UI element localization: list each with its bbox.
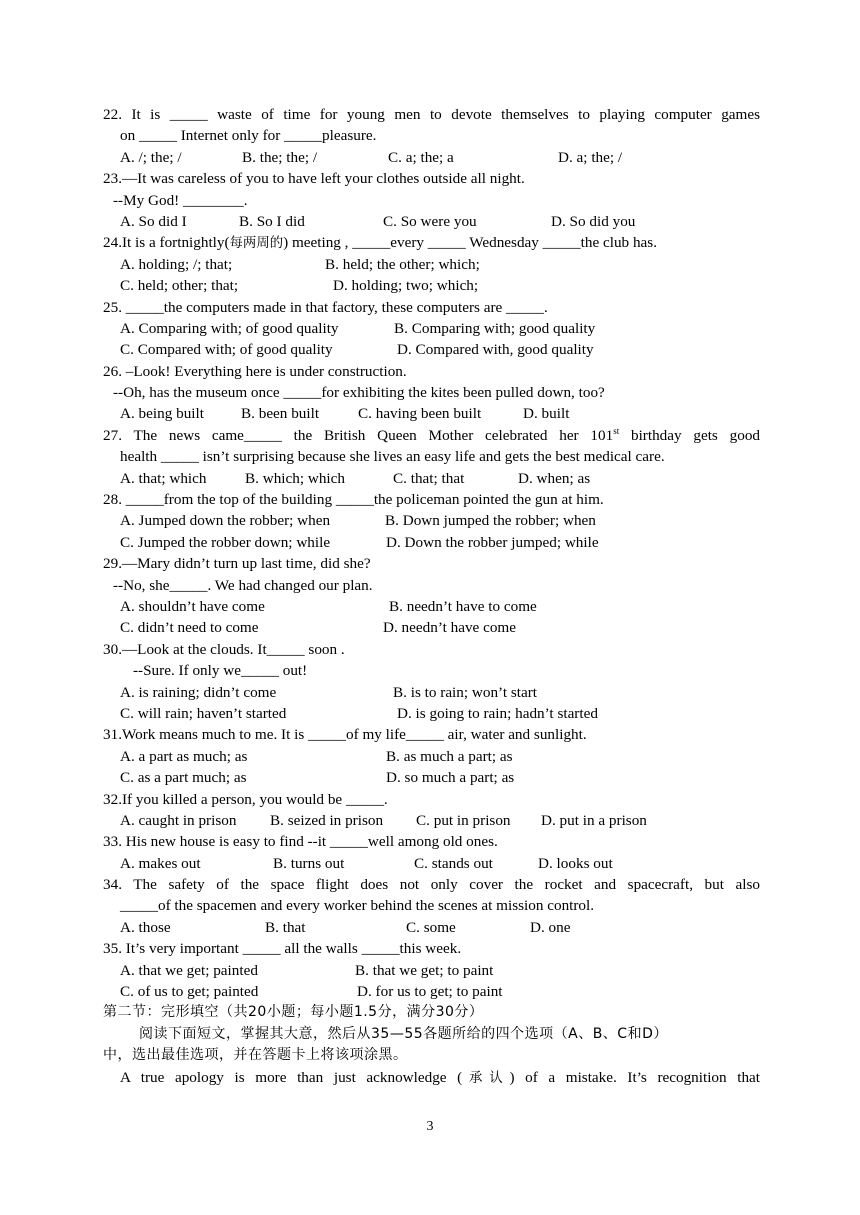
q34-stem-cont: _____of the spacemen and every worker behind the scenes at mission control.	[120, 897, 595, 915]
q31-stem: 31.Work means much to me. It is _____of my life_____ air, water and sunlight.	[103, 726, 587, 744]
q34-option-a: A. those	[120, 918, 171, 936]
q24-stem-chinese: 每两周的	[229, 236, 284, 252]
q23-option-d: D. So did you	[551, 212, 636, 230]
q33-option-a: A. makes out	[120, 854, 201, 872]
q25-option-b: B. Comparing with; good quality	[394, 319, 596, 337]
q31-options-row2	[103, 767, 760, 788]
q33-stem: 33. His new house is easy to find --it _____well among old ones.	[103, 833, 498, 851]
q24-stem	[103, 232, 760, 253]
q29-option-c: C. didn’t need to come	[120, 619, 259, 637]
q29-options-row1	[103, 596, 760, 617]
q29-option-b: B. needn’t have to come	[389, 597, 537, 615]
q27-stem-pre: 27. The news came_____ the British Queen Mother celebrated her 101	[103, 426, 614, 444]
passage-post: ) of a mistake. It’s recognition that	[509, 1068, 761, 1086]
q30-option-d: D. is going to rain; hadn’t started	[397, 704, 598, 722]
q35-options-row1	[103, 960, 760, 981]
q22-option-d: D. a; the; /	[558, 148, 623, 166]
q22-option-b: B. the; the; /	[242, 148, 318, 166]
q34-option-c: C. some	[406, 918, 456, 936]
q25-option-d: D. Compared with, good quality	[397, 341, 594, 359]
q33-option-b: B. turns out	[273, 854, 345, 872]
q32-option-c: C. put in prison	[416, 811, 511, 829]
q34-stem: 34. The safety of the space flight does not only cover the rocket and spacecraft, but also	[103, 876, 760, 894]
q31-option-d: D. so much a part; as	[386, 769, 515, 787]
q27-stem	[103, 425, 760, 446]
q30-option-c: C. will rain; haven’t started	[120, 704, 287, 722]
q30-option-b: B. is to rain; won’t start	[393, 683, 537, 701]
q27-stem-post: birthday gets good	[619, 426, 761, 444]
q32-option-a: A. caught in prison	[120, 811, 237, 829]
section2-instruction-line2: 中，选出最佳选项，并在答题卡上将该项涂黑。	[103, 1047, 408, 1064]
q29-option-d: D. needn’t have come	[383, 619, 516, 637]
q35-option-a: A. that we get; painted	[120, 961, 258, 979]
q29-options-row2	[103, 617, 760, 638]
q22-options	[103, 147, 760, 168]
q24-stem-pre: 24.It is a fortnightly(	[103, 234, 230, 252]
q35-options-row2	[103, 981, 760, 1002]
q23-stem-cont: --My God! ________.	[113, 191, 248, 209]
q27-option-d: D. when; as	[518, 469, 591, 487]
q29-stem-cont: --No, she_____. We had changed our plan.	[113, 576, 373, 594]
q28-stem: 28. _____from the top of the building _____the policeman pointed the gun at him.	[103, 491, 604, 509]
q35-option-b: B. that we get; to paint	[355, 961, 494, 979]
q35-option-d: D. for us to get; to paint	[357, 983, 503, 1001]
q35-option-c: C. of us to get; painted	[120, 983, 259, 1001]
q28-option-c: C. Jumped the robber down; while	[120, 533, 331, 551]
q34-options	[103, 917, 760, 938]
q25-options-row2	[103, 339, 760, 360]
q31-option-c: C. as a part much; as	[120, 769, 247, 787]
q26-options	[103, 403, 760, 424]
q25-stem: 25. _____the computers made in that factory, these computers are _____.	[103, 298, 548, 316]
q31-options-row1	[103, 746, 760, 767]
q23-option-c: C. So were you	[383, 212, 477, 230]
q27-options	[103, 468, 760, 489]
q22-option-a: A. /; the; /	[120, 148, 182, 166]
q24-stem-post: ) meeting , _____every _____ Wednesday _____the club has.	[283, 234, 657, 252]
q27-option-b: B. which; which	[245, 469, 345, 487]
q28-option-a: A. Jumped down the robber; when	[120, 512, 331, 530]
q26-option-b: B. been built	[241, 405, 320, 423]
q25-options-row1	[103, 318, 760, 339]
q23-option-b: B. So I did	[239, 212, 305, 230]
q27-option-c: C. that; that	[393, 469, 465, 487]
q28-options-row1	[103, 510, 760, 531]
q26-stem: 26. –Look! Everything here is under construction.	[103, 362, 407, 380]
q30-options-row2	[103, 703, 760, 724]
q23-option-a: A. So did I	[120, 212, 187, 230]
q24-option-c: C. held; other; that;	[120, 277, 239, 295]
q28-option-b: B. Down jumped the robber; when	[385, 512, 596, 530]
q24-options-row1	[103, 254, 760, 275]
q30-option-a: A. is raining; didn’t come	[120, 683, 277, 701]
q32-stem: 32.If you killed a person, you would be _____.	[103, 790, 388, 808]
q34-option-b: B. that	[265, 918, 306, 936]
q28-options-row2	[103, 532, 760, 553]
q25-option-c: C. Compared with; of good quality	[120, 341, 333, 359]
q24-option-b: B. held; the other; which;	[325, 255, 480, 273]
q24-option-d: D. holding; two; which;	[333, 277, 479, 295]
q33-option-d: D. looks out	[538, 854, 613, 872]
q33-option-c: C. stands out	[414, 854, 493, 872]
q30-stem-cont: --Sure. If only we_____ out!	[133, 662, 308, 680]
q28-option-d: D. Down the robber jumped; while	[386, 533, 599, 551]
q27-stem-sup: st	[613, 425, 620, 436]
q31-option-a: A. a part as much; as	[120, 747, 248, 765]
q22-stem: 22. It is _____ waste of time for young men to devote themselves to playing computer games	[103, 106, 760, 123]
q29-stem: 29.—Mary didn’t turn up last time, did she?	[103, 555, 371, 573]
question-block	[103, 104, 760, 1088]
q23-stem: 23.—It was careless of you to have left your clothes outside all night.	[103, 170, 525, 188]
q27-option-a: A. that; which	[120, 469, 207, 487]
q29-option-a: A. shouldn’t have come	[120, 597, 265, 615]
q23-options	[103, 211, 760, 232]
section2-heading: 第二节：完形填空（共20小题；每小题1.5分，满分30分）	[103, 1004, 484, 1021]
q32-option-d: D. put in a prison	[541, 811, 647, 829]
q22-stem-cont: on _____ Internet only for _____pleasure.	[120, 127, 377, 145]
q26-option-d: D. built	[523, 405, 570, 423]
q31-option-b: B. as much a part; as	[386, 747, 513, 765]
section2-instruction-line1: 阅读下面短文，掌握其大意，然后从35—55各题所给的四个选项（A、B、C和D）	[139, 1025, 668, 1042]
q26-option-a: A. being built	[120, 405, 204, 423]
q24-options-row2	[103, 275, 760, 296]
passage-first-line	[103, 1067, 760, 1088]
q27-stem-cont: health _____ isn’t surprising because she lives an easy life and gets the best medical care.	[120, 448, 665, 466]
passage-chinese: 承认	[462, 1070, 510, 1086]
q26-stem-cont: --Oh, has the museum once _____for exhibiting the kites been pulled down, too?	[113, 384, 605, 402]
passage-pre: A true apology is more than just acknowledge (	[120, 1068, 463, 1086]
q25-option-a: A. Comparing with; of good quality	[120, 319, 339, 337]
q32-options	[103, 810, 760, 831]
q24-option-a: A. holding; /; that;	[120, 255, 233, 273]
q30-options-row1	[103, 682, 760, 703]
q30-stem: 30.—Look at the clouds. It_____ soon .	[103, 640, 345, 658]
q33-options	[103, 853, 760, 874]
q35-stem: 35. It’s very important _____ all the walls _____this week.	[103, 940, 462, 958]
q34-option-d: D. one	[530, 918, 571, 936]
q32-option-b: B. seized in prison	[270, 811, 384, 829]
q22-option-c: C. a; the; a	[388, 148, 454, 166]
q26-option-c: C. having been built	[358, 405, 482, 423]
page-number: 3	[426, 1119, 434, 1134]
